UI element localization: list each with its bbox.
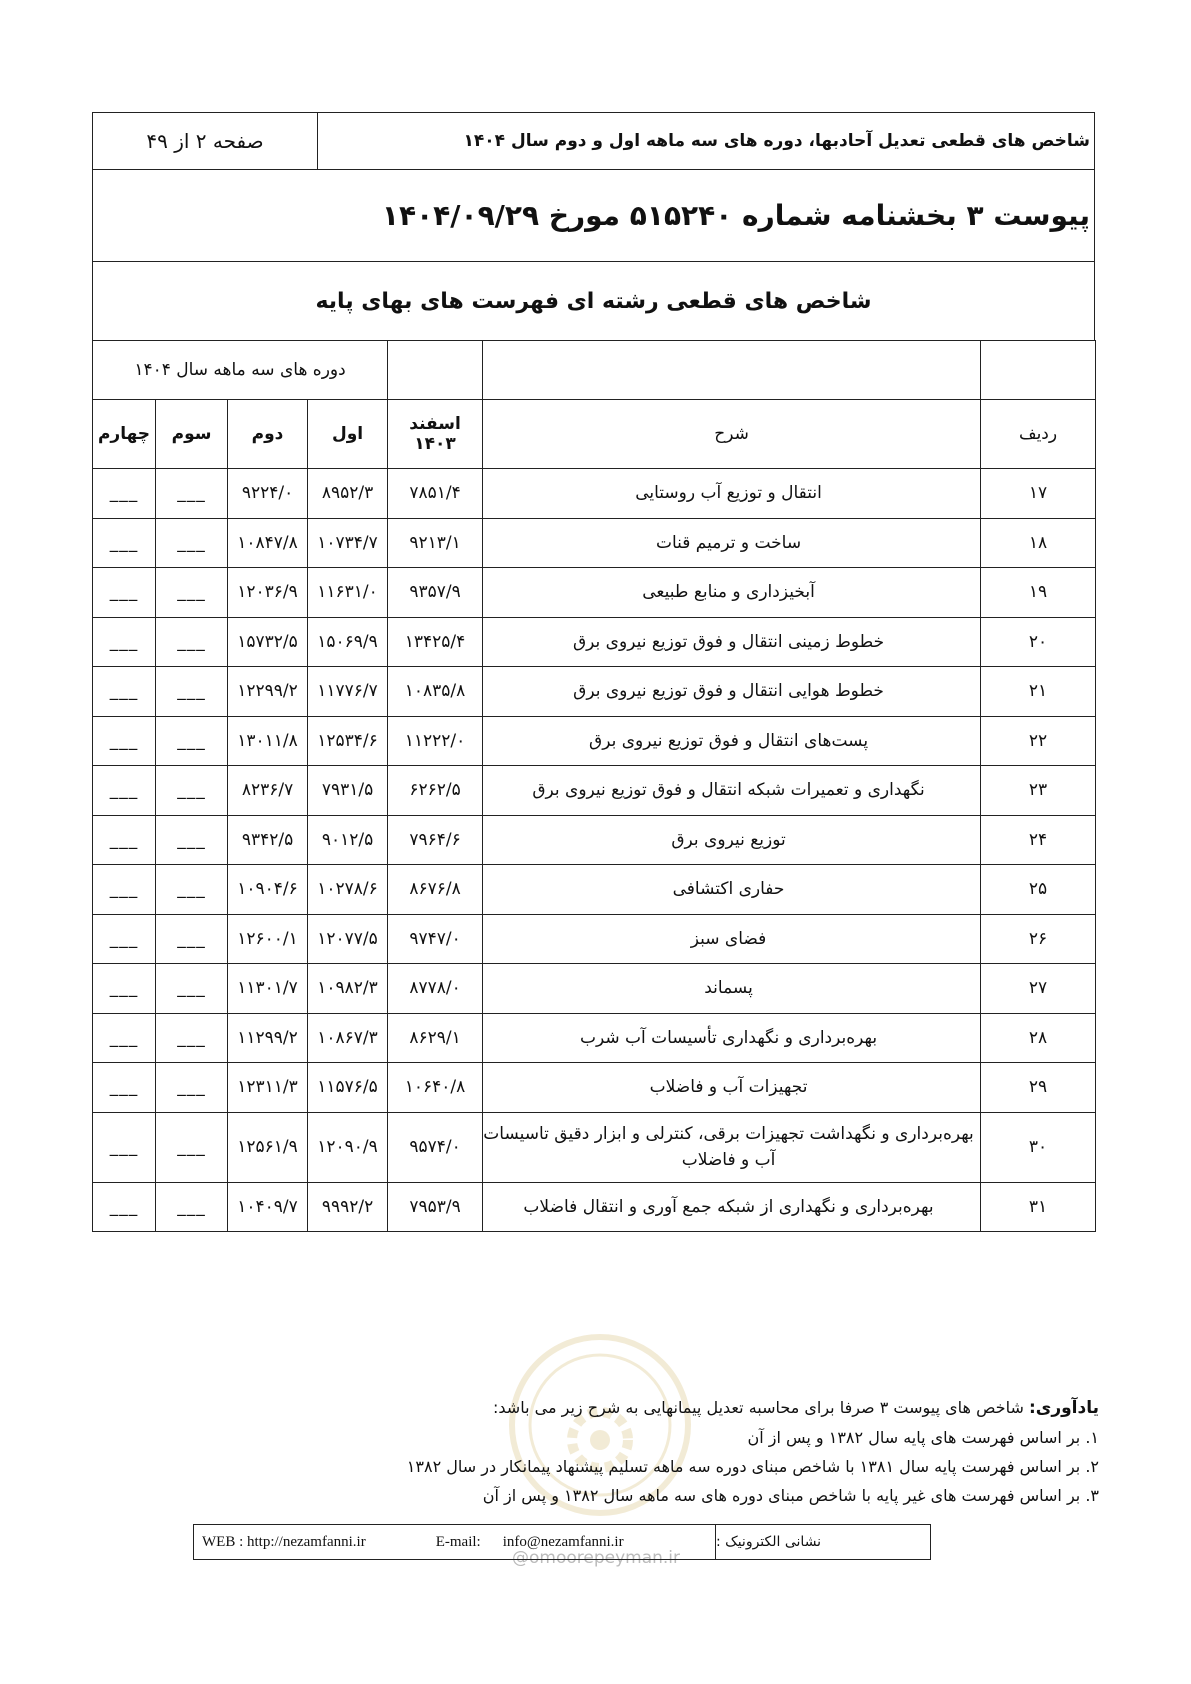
q2-value-cell: ۱۲۲۹۹/۲: [228, 667, 308, 717]
description-cell: انتقال و توزیع آب روستایی: [483, 469, 981, 519]
row-number-cell: ۲۶: [981, 914, 1096, 964]
description-cell: حفاری اکتشافی: [483, 865, 981, 915]
table-header-row-2: [93, 400, 1096, 469]
esfand-value-cell: ۹۷۴۷/۰: [388, 914, 483, 964]
q4-value-cell: ___: [93, 1063, 156, 1113]
row-number-cell: ۲۰: [981, 617, 1096, 667]
q2-value-cell: ۱۰۴۰۹/۷: [228, 1182, 308, 1232]
esfand-value-cell: ۱۳۴۲۵/۴: [388, 617, 483, 667]
q4-value-cell: ___: [93, 1182, 156, 1232]
contact-links: [194, 1525, 715, 1559]
header-top-row: [93, 113, 1094, 170]
row-number-cell: ۲۴: [981, 815, 1096, 865]
row-number-cell: ۱۸: [981, 518, 1096, 568]
q2-value-cell: ۱۲۳۱۱/۳: [228, 1063, 308, 1113]
note-lead: یادآوری:: [1028, 1398, 1099, 1418]
q2-value-cell: ۱۱۳۰۱/۷: [228, 964, 308, 1014]
esfand-value-cell: ۷۹۶۴/۶: [388, 815, 483, 865]
esfand-value-cell: ۹۲۱۳/۱: [388, 518, 483, 568]
description-cell: توزیع نیروی برق: [483, 815, 981, 865]
q4-value-cell: ___: [93, 568, 156, 618]
description-cell: ساخت و ترمیم قنات: [483, 518, 981, 568]
q3-value-cell: ___: [156, 1112, 228, 1182]
row-number-cell: ۱۷: [981, 469, 1096, 519]
q3-value-cell: ___: [156, 1182, 228, 1232]
q2-value-cell: ۱۰۸۴۷/۸: [228, 518, 308, 568]
q4-value-cell: ___: [93, 964, 156, 1014]
row-number-cell: ۲۳: [981, 766, 1096, 816]
description-cell: خطوط زمینی انتقال و فوق توزیع نیروی برق: [483, 617, 981, 667]
header-cell-empty: [981, 341, 1096, 400]
q1-value-cell: ۱۱۵۷۶/۵: [308, 1063, 388, 1113]
q2-value-cell: ۱۲۰۳۶/۹: [228, 568, 308, 618]
esfand-value-cell: ۷۹۵۳/۹: [388, 1182, 483, 1232]
q2-value-cell: ۱۲۵۶۱/۹: [228, 1112, 308, 1182]
q3-value-cell: ___: [156, 1063, 228, 1113]
q3-value-cell: ___: [156, 568, 228, 618]
col-header-esfand: اسفند ۱۴۰۳: [388, 400, 483, 469]
header-cell-empty: [388, 341, 483, 400]
row-number-cell: ۲۷: [981, 964, 1096, 1014]
table-row: [93, 766, 1096, 816]
table-row: [93, 716, 1096, 766]
esfand-value-cell: ۱۰۶۴۰/۸: [388, 1063, 483, 1113]
q2-value-cell: ۱۳۰۱۱/۸: [228, 716, 308, 766]
description-cell: خطوط هوایی انتقال و فوق توزیع نیروی برق: [483, 667, 981, 717]
q2-value-cell: ۱۰۹۰۴/۶: [228, 865, 308, 915]
table-row: [93, 1182, 1096, 1232]
contact-label: نشانی الکترونیک :: [715, 1525, 930, 1559]
q2-value-cell: ۱۲۶۰۰/۱: [228, 914, 308, 964]
table-row: [93, 914, 1096, 964]
table-row: [93, 469, 1096, 519]
row-number-cell: ۲۱: [981, 667, 1096, 717]
esfand-value-cell: ۶۲۶۲/۵: [388, 766, 483, 816]
esfand-value-cell: ۸۶۷۶/۸: [388, 865, 483, 915]
col-header-q2: دوم: [228, 400, 308, 469]
row-number-cell: ۲۵: [981, 865, 1096, 915]
esfand-value-cell: ۹۳۵۷/۹: [388, 568, 483, 618]
esfand-value-cell: ۱۰۸۳۵/۸: [388, 667, 483, 717]
header-cell-empty: [483, 341, 981, 400]
table-subtitle: شاخص های قطعی رشته ای فهرست های بهای پایه: [315, 288, 872, 314]
q1-value-cell: ۱۲۰۷۷/۵: [308, 914, 388, 964]
q3-value-cell: ___: [156, 469, 228, 519]
q3-value-cell: ___: [156, 914, 228, 964]
table-row: [93, 667, 1096, 717]
table-row: [93, 617, 1096, 667]
q4-value-cell: ___: [93, 469, 156, 519]
description-cell: آبخیزداری و منابع طبیعی: [483, 568, 981, 618]
index-table: [92, 340, 1096, 1232]
q4-value-cell: ___: [93, 766, 156, 816]
col-header-desc: شرح: [483, 400, 981, 469]
q3-value-cell: ___: [156, 716, 228, 766]
esfand-value-cell: ۱۱۲۲۲/۰: [388, 716, 483, 766]
q4-value-cell: ___: [93, 815, 156, 865]
q1-value-cell: ۱۰۹۸۲/۳: [308, 964, 388, 1014]
description-cell: بهره‌برداری و نگهداری تأسیسات آب شرب: [483, 1013, 981, 1063]
q3-value-cell: ___: [156, 964, 228, 1014]
esfand-value-cell: ۸۶۲۹/۱: [388, 1013, 483, 1063]
q1-value-cell: ۱۱۷۷۶/۷: [308, 667, 388, 717]
note-item: ۳. بر اساس فهرست های غیر پایه با شاخص مبنای دوره های سه ماهه سال ۱۳۸۲ و پس از آن: [482, 1486, 1099, 1505]
q3-value-cell: ___: [156, 766, 228, 816]
q1-value-cell: ۹۹۹۲/۲: [308, 1182, 388, 1232]
esfand-value-cell: ۸۷۷۸/۰: [388, 964, 483, 1014]
col-header-row: ردیف: [981, 400, 1096, 469]
q1-value-cell: ۱۲۰۹۰/۹: [308, 1112, 388, 1182]
q4-value-cell: ___: [93, 1013, 156, 1063]
q2-value-cell: ۸۲۳۶/۷: [228, 766, 308, 816]
page-number: صفحه ۲ از ۴۹: [93, 113, 318, 169]
watermark-text: @omoorepeyman.ir: [512, 1548, 681, 1568]
document-header: [92, 112, 1095, 341]
periods-label: دوره های سه ماهه سال ۱۴۰۴: [93, 341, 388, 400]
table-row: [93, 1063, 1096, 1113]
q1-value-cell: ۷۹۳۱/۵: [308, 766, 388, 816]
row-number-cell: ۳۱: [981, 1182, 1096, 1232]
row-number-cell: ۲۸: [981, 1013, 1096, 1063]
q3-value-cell: ___: [156, 865, 228, 915]
table-row: [93, 1112, 1096, 1182]
q2-value-cell: ۹۲۲۴/۰: [228, 469, 308, 519]
row-number-cell: ۲۲: [981, 716, 1096, 766]
q3-value-cell: ___: [156, 518, 228, 568]
table-row: [93, 568, 1096, 618]
note-intro: شاخص های پیوست ۳ صرفا برای محاسبه تعدیل پیمانهایی به شرح زیر می باشد:: [493, 1398, 1024, 1417]
col-header-q1: اول: [308, 400, 388, 469]
esfand-value-cell: ۹۵۷۴/۰: [388, 1112, 483, 1182]
contact-box: [193, 1524, 931, 1560]
table-row: [93, 1013, 1096, 1063]
document-title: شاخص های قطعی تعدیل آحادبها، دوره های سه ماهه اول و دوم سال ۱۴۰۴: [463, 131, 1090, 151]
q3-value-cell: ___: [156, 815, 228, 865]
q1-value-cell: ۱۱۶۳۱/۰: [308, 568, 388, 618]
q1-value-cell: ۱۲۵۳۴/۶: [308, 716, 388, 766]
table-row: [93, 518, 1096, 568]
email-link[interactable]: info@nezamfanni.ir: [502, 1533, 624, 1550]
q2-value-cell: ۹۳۴۲/۵: [228, 815, 308, 865]
q4-value-cell: ___: [93, 667, 156, 717]
q4-value-cell: ___: [93, 716, 156, 766]
row-number-cell: ۲۹: [981, 1063, 1096, 1113]
q1-value-cell: ۹۰۱۲/۵: [308, 815, 388, 865]
q4-value-cell: ___: [93, 617, 156, 667]
q1-value-cell: ۱۰۷۳۴/۷: [308, 518, 388, 568]
reminder-note: [199, 1393, 1099, 1510]
q4-value-cell: ___: [93, 1112, 156, 1182]
q3-value-cell: ___: [156, 1013, 228, 1063]
q1-value-cell: ۱۰۸۶۷/۳: [308, 1013, 388, 1063]
q3-value-cell: ___: [156, 667, 228, 717]
table-row: [93, 964, 1096, 1014]
table-header-row-1: [93, 341, 1096, 400]
esfand-value-cell: ۷۸۵۱/۴: [388, 469, 483, 519]
description-cell: پست‌های انتقال و فوق توزیع نیروی برق: [483, 716, 981, 766]
q3-value-cell: ___: [156, 617, 228, 667]
description-cell: پسماند: [483, 964, 981, 1014]
note-intro-line: [199, 1393, 1099, 1423]
q2-value-cell: ۱۱۲۹۹/۲: [228, 1013, 308, 1063]
q4-value-cell: ___: [93, 518, 156, 568]
web-link[interactable]: WEB : http://nezamfanni.ir: [202, 1533, 366, 1550]
row-number-cell: ۳۰: [981, 1112, 1096, 1182]
q1-value-cell: ۱۵۰۶۹/۹: [308, 617, 388, 667]
description-cell: فضای سبز: [483, 914, 981, 964]
description-cell: تجهیزات آب و فاضلاب: [483, 1063, 981, 1113]
note-item: ۱. بر اساس فهرست های پایه سال ۱۳۸۲ و پس از آن: [747, 1428, 1099, 1447]
q4-value-cell: ___: [93, 865, 156, 915]
description-cell: بهره‌برداری و نگهداشت تجهیزات برقی، کنترلی و ابزار دقیق تاسیسات آب و فاضلاب: [483, 1112, 981, 1182]
col-header-q4: چهارم: [93, 400, 156, 469]
q1-value-cell: ۸۹۵۲/۳: [308, 469, 388, 519]
col-header-q3: سوم: [156, 400, 228, 469]
row-number-cell: ۱۹: [981, 568, 1096, 618]
description-cell: نگهداری و تعمیرات شبکه انتقال و فوق توزیع نیروی برق: [483, 766, 981, 816]
q4-value-cell: ___: [93, 914, 156, 964]
description-cell: بهره‌برداری و نگهداری از شبکه جمع آوری و انتقال فاضلاب: [483, 1182, 981, 1232]
email-label: E-mail:: [435, 1533, 481, 1550]
note-item: ۲. بر اساس فهرست پایه سال ۱۳۸۱ با شاخص مبنای دوره سه ماهه تسلیم پیشنهاد پیمانکار در سال ۱۳۸۲: [406, 1457, 1099, 1476]
q2-value-cell: ۱۵۷۳۲/۵: [228, 617, 308, 667]
q1-value-cell: ۱۰۲۷۸/۶: [308, 865, 388, 915]
table-row: [93, 865, 1096, 915]
table-row: [93, 815, 1096, 865]
attachment-title: پیوست ۳ بخشنامه شماره ۵۱۵۲۴۰ مورخ ۱۴۰۴/۰۹/۲۹: [93, 170, 1094, 262]
